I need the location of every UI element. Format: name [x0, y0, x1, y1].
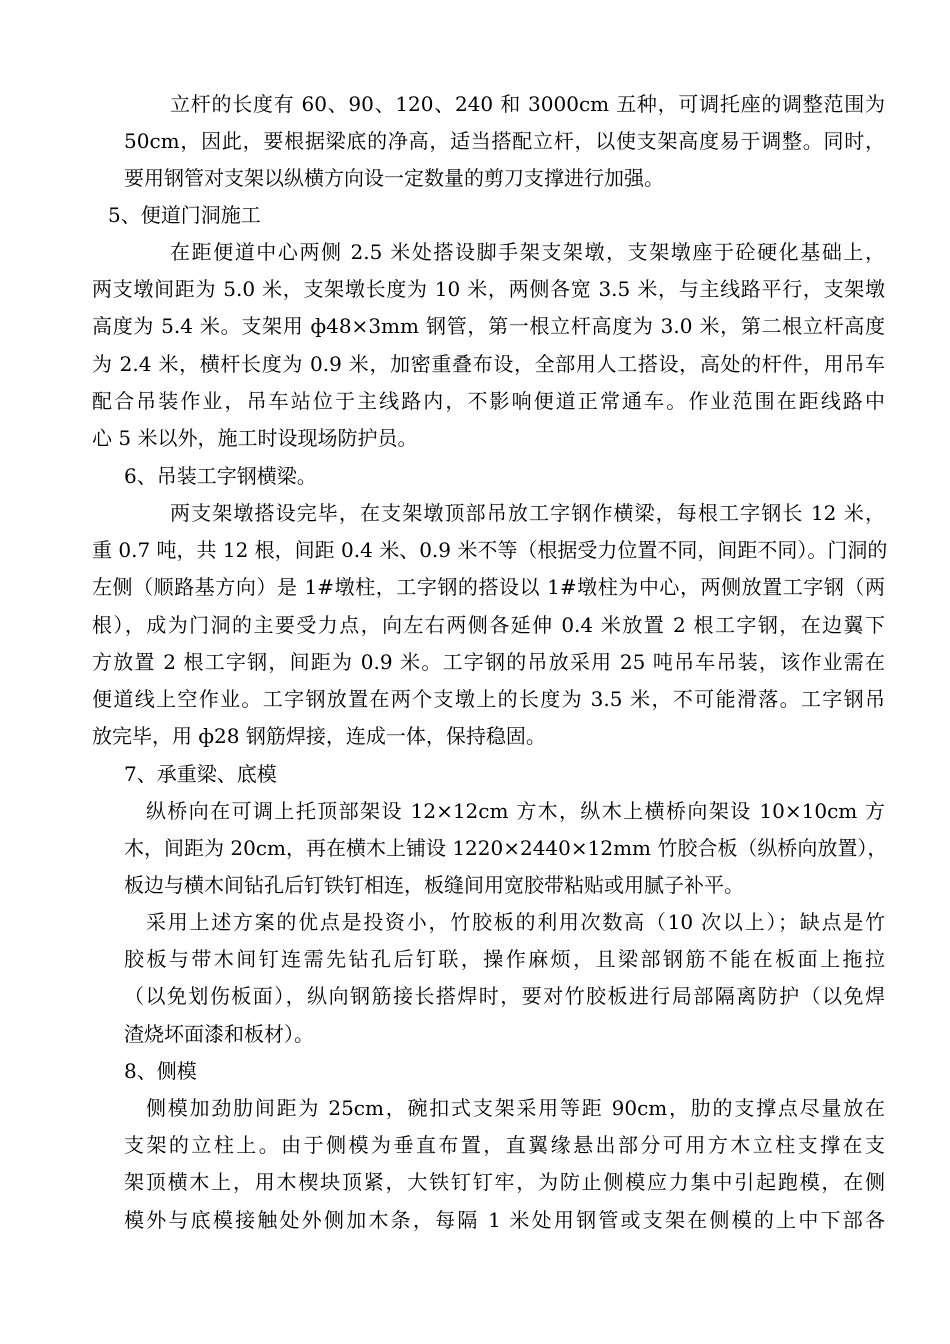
text-line: 板边与横木间钻孔后钉铁钉相连，板缝间用宽胶带粘贴或用腻子补平。 [124, 873, 744, 898]
section-heading-5 [108, 197, 261, 234]
text-line: 侧模加劲肋间距为 25cm，碗扣式支架采用等距 90cm，肋的支撑点尽量放在 [146, 1096, 885, 1120]
paragraph-i-beam-hoisting [92, 495, 888, 755]
heading-text: 6、吊装工字钢横梁。 [124, 464, 317, 488]
text-line: 根），成为门洞的主要受力点，向左右两侧各延伸 0.4 米放置 2 根工字钢，在边翼下 [92, 612, 885, 637]
heading-text: 8、侧模 [124, 1059, 197, 1083]
text-line: 心 5 米以外，施工时设现场防护员。 [92, 426, 418, 451]
text-line: 放完毕，用 ф28 钢筋焊接，连成一体，保持稳固。 [92, 724, 546, 749]
text-line: 支架的立柱上。由于侧模为垂直布置，直翼缘悬出部分可用方木立柱支撑在支 [124, 1133, 885, 1158]
text-line: 胶板与带木间钉连需先钻孔后钉联，操作麻烦，且梁部钢筋不能在板面上拖拉 [124, 947, 885, 972]
text-line: 便道线上空作业。工字钢放置在两个支墩上的长度为 3.5 米，不可能滑落。工字钢吊 [92, 687, 885, 712]
section-heading-7 [124, 756, 277, 793]
text-line: 配合吊装作业，吊车站位于主线路内，不影响便道正常通车。作业范围在距线路中 [92, 388, 885, 413]
text-line: （以免划伤板面），纵向钢筋接长搭焊时，要对竹胶板进行局部隔离防护（以免焊 [124, 984, 885, 1009]
section-heading-6 [124, 458, 317, 495]
text-line: 两支架墩搭设完毕，在支架墩顶部吊放工字钢作横梁，每根工字钢长 12 米， [170, 501, 885, 525]
text-line: 模外与底模接触处外侧加木条，每隔 1 米处用钢管或支架在侧模的上中下部各 [124, 1207, 885, 1232]
text-line: 木，间距为 20cm，再在横木上铺设 1220×2440×12mm 竹胶合板（纵桥向放置）， [124, 836, 888, 861]
text-line: 高度为 5.4 米。支架用 ф48×3mm 钢管，第一根立杆高度为 3.0 米，第二根立杆高度 [92, 314, 885, 339]
paragraph-pros-cons [124, 904, 885, 1053]
text-line: 两支墩间距为 5.0 米，支架墩长度为 10 米，两侧各宽 3.5 米，与主线路平行，支架墩 [92, 277, 885, 302]
text-line: 架顶横木上，用木楔块顶紧，大铁钉钉牢，为防止侧模应力集中引起跑模，在侧 [124, 1170, 885, 1195]
text-line: 在距便道中心两侧 2.5 米处搭设脚手架支架墩，支架墩座于砼硬化基础上， [170, 240, 885, 264]
text-line: 立杆的长度有 60、90、120、240 和 3000cm 五种，可调托座的调整范围为 [170, 92, 885, 116]
paragraph-bottom-formwork [124, 793, 888, 905]
text-line: 为 2.4 米，横杆长度为 0.9 米，加密重叠布设，全部用人工搭设，高处的杆件，用吊车 [92, 351, 885, 376]
text-line: 纵桥向在可调上托顶部架设 12×12cm 方木，纵木上横桥向架设 10×10cm 方 [146, 799, 885, 823]
paragraph-upright-lengths [124, 86, 885, 198]
paragraph-gateway-construction [92, 234, 885, 457]
section-heading-8 [124, 1053, 197, 1090]
text-line: 采用上述方案的优点是投资小，竹胶板的利用次数高（10 次以上）；缺点是竹 [146, 910, 885, 934]
text-line: 方放置 2 根工字钢，间距为 0.9 米。工字钢的吊放采用 25 吨吊车吊装，该作业需在 [92, 649, 885, 674]
text-line: 左侧（顺路基方向）是 1#墩柱，工字钢的搭设以 1#墩柱为中心，两侧放置工字钢（两 [92, 575, 885, 600]
heading-text: 5、便道门洞施工 [108, 203, 261, 227]
text-line: 要用钢管对支架以纵横方向设一定数量的剪刀支撑进行加强。 [124, 166, 664, 191]
text-line: 50cm，因此，要根据梁底的净高，适当搭配立杆，以使支架高度易于调整。同时， [124, 129, 885, 154]
heading-text: 7、承重梁、底模 [124, 762, 277, 786]
text-line: 重 0.7 吨，共 12 根，间距 0.4 米、0.9 米不等（根据受力位置不同，间距不同）。门洞的 [92, 538, 888, 563]
text-line: 渣烧坏面漆和板材）。 [124, 1021, 314, 1046]
paragraph-side-formwork [124, 1090, 885, 1239]
